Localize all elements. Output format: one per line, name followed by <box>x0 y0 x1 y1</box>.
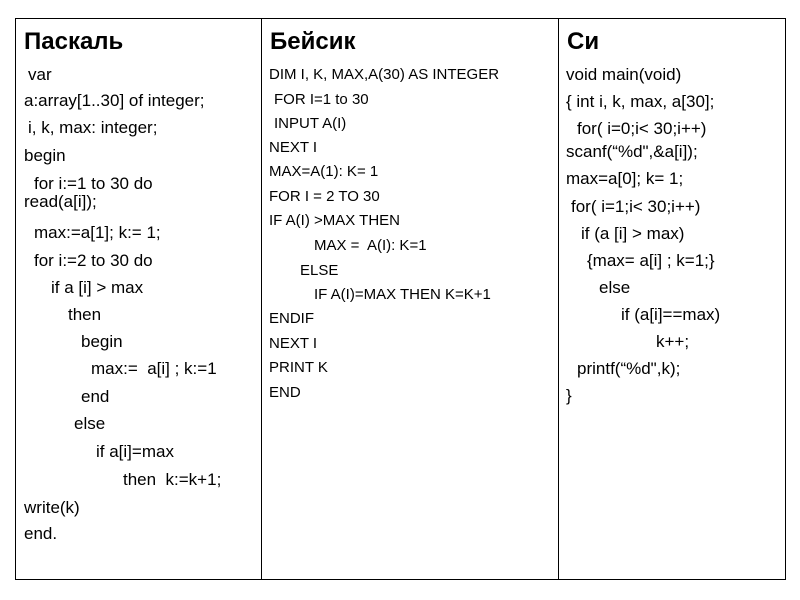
c-code-line: if (a[i]==max) <box>621 305 721 324</box>
pascal-code-line: if a[i]=max <box>96 442 174 461</box>
pascal-code-line: begin <box>81 332 123 351</box>
c-code-line: k++; <box>656 332 690 351</box>
basic-column-title: Бейсик <box>270 28 356 55</box>
pascal-code-line: for i:=1 to 30 do <box>34 174 153 193</box>
c-code-line: max=a[0]; k= 1; <box>566 169 684 188</box>
pascal-code-line: var <box>28 65 52 84</box>
pascal-code-line: end. <box>24 524 58 543</box>
pascal-column-title: Паскаль <box>24 28 124 55</box>
c-code-line: } <box>566 386 572 405</box>
pascal-code-line: begin <box>24 146 66 165</box>
basic-code-line: ENDIF <box>269 310 314 327</box>
basic-column <box>262 19 559 580</box>
pascal-code-line: write(k) <box>24 498 80 517</box>
basic-code-line: MAX = A(I): K=1 <box>314 237 427 254</box>
pascal-code-line: max:=a[1]; k:= 1; <box>34 223 161 242</box>
code-comparison-table <box>15 18 786 580</box>
c-code-line: for( i=1;i< 30;i++) <box>571 197 701 216</box>
basic-code-line: IF A(I)=MAX THEN K=K+1 <box>314 286 491 303</box>
pascal-code-line: then <box>68 305 102 324</box>
basic-code-line: NEXT I <box>269 335 318 352</box>
pascal-code-line: read(a[i]); <box>24 192 97 211</box>
pascal-code-line: else <box>74 414 106 433</box>
pascal-code-line: i, k, max: integer; <box>28 118 158 137</box>
c-code-line: for( i=0;i< 30;i++) <box>577 119 707 138</box>
c-column <box>559 19 786 580</box>
c-code-line: printf(“%d",k); <box>577 359 681 378</box>
basic-code-line: ELSE <box>300 262 339 279</box>
c-code-line: void main(void) <box>566 65 682 84</box>
basic-code-line: END <box>269 384 301 401</box>
basic-code-line: INPUT A(I) <box>274 115 347 132</box>
pascal-code-line: end <box>81 387 110 406</box>
basic-code-line: PRINT K <box>269 359 328 376</box>
c-code-line: else <box>599 278 631 297</box>
c-code-line: {max= a[i] ; k=1;} <box>587 251 715 270</box>
pascal-code-line: then k:=k+1; <box>123 470 222 489</box>
pascal-code-line: max:= a[i] ; k:=1 <box>91 359 217 378</box>
c-column-title: Си <box>567 28 600 55</box>
pascal-code-line: for i:=2 to 30 do <box>34 251 153 270</box>
basic-code-line: MAX=A(1): K= 1 <box>269 163 379 180</box>
basic-code-line: FOR I=1 to 30 <box>274 91 369 108</box>
pascal-code-line: a:array[1..30] of integer; <box>24 91 205 110</box>
pascal-column <box>16 19 262 580</box>
c-code-line: scanf(“%d",&a[i]); <box>566 142 698 161</box>
basic-code-line: NEXT I <box>269 139 318 156</box>
c-code-line: if (a [i] > max) <box>581 224 685 243</box>
basic-code-line: DIM I, K, MAX,A(30) AS INTEGER <box>269 66 500 83</box>
basic-code-line: IF A(I) >MAX THEN <box>269 212 400 229</box>
c-code-line: { int i, k, max, a[30]; <box>566 92 715 111</box>
pascal-code-line: if a [i] > max <box>51 278 144 297</box>
basic-code-line: FOR I = 2 TO 30 <box>269 188 380 205</box>
